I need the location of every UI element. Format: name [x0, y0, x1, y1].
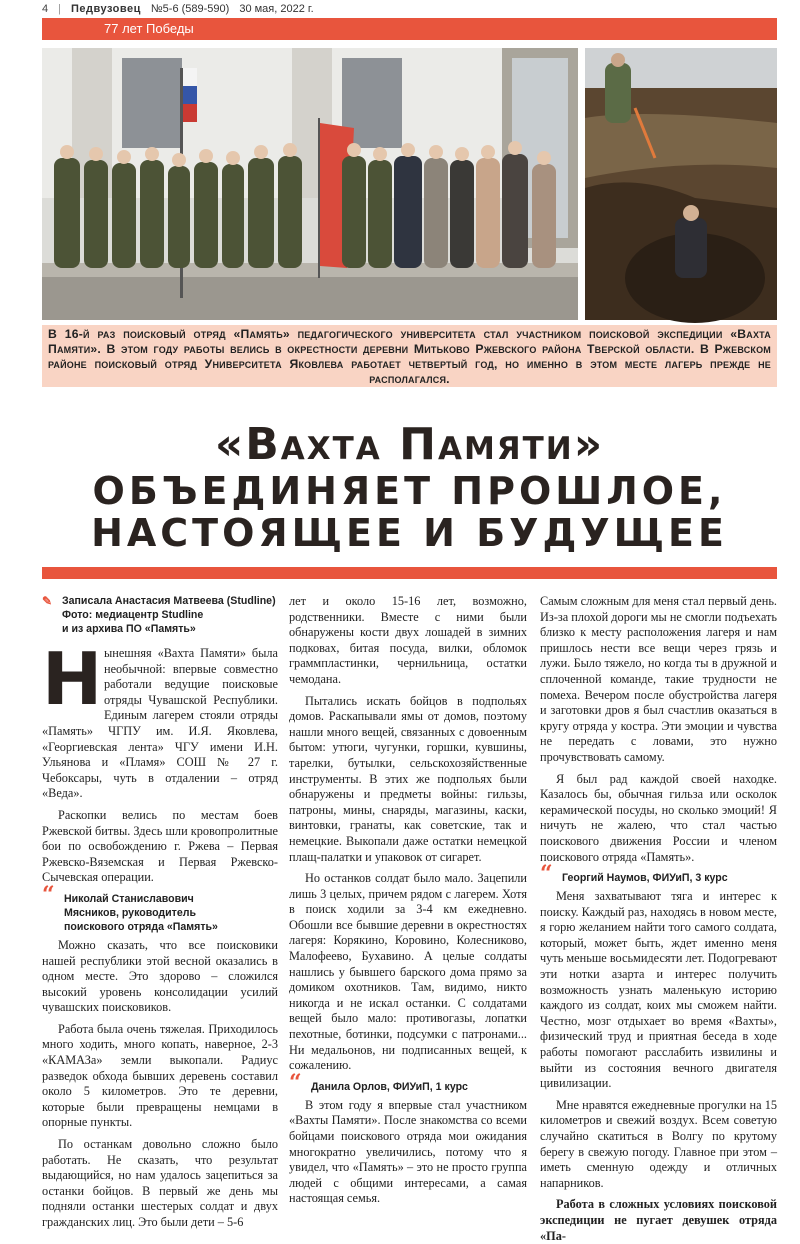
section-bar — [42, 18, 777, 40]
issue-date: 30 мая, 2022 г. — [239, 3, 314, 15]
article-column-3 — [540, 594, 778, 1243]
paragraph: Я был рад каждой своей находке. Казалось бы, обычная гильза или осколок керамической посуды, но сколько эмоций! Я ничуть не жалею, что стал частью поискового движения России и членом поискового отряда «Память». — [540, 771, 777, 864]
quote-icon: “ — [540, 861, 553, 888]
speaker-role-cont: поискового отряда «Память» — [64, 920, 218, 933]
quote-icon: “ — [42, 881, 55, 908]
credits-archive: и из архива ПО «Память» — [62, 623, 196, 635]
headline-line-2: ОБЪЕДИНЯЕТ ПРОШЛОЕ, — [92, 469, 727, 513]
header-separator: | — [58, 3, 61, 15]
paragraph: Можно сказать, что все поисковики нашей республики этой весной оказались в одном месте. Это здорово – сложился высокий уровень консолидации усилий чувашских поисковиков. — [42, 937, 278, 1015]
speaker-heading — [540, 861, 777, 888]
drop-cap: Н — [42, 637, 103, 721]
speaker-name: Данила Орлов, ФИУиП, 1 курс — [311, 1080, 468, 1093]
paragraph: В этом году я впервые стал участником «Вахты Памяти». После знакомства со всеми бойцами поискового отряда мои ожидания многократно увеличились, потому что я увидел, что «Память» – это не просто группа людей с общими интересами, а самая настоящая семья. — [289, 1097, 527, 1206]
paragraph: Раскопки велись по местам боев Ржевской битвы. Здесь шли кровопролитные бои по освобождению г. Ржева – Первая Ржевско-Вяземская и Первая Ржевско-Сычевская операции. — [42, 807, 278, 885]
lead-paragraph — [42, 637, 278, 802]
paragraph: Работа была очень тяжелая. Приходилось много ходить, много копать, наверное, 2-3 «КАМАЗа» земли выкопали. Радиус разведок обхода бывших деревень составил около 5 километров. Это те деревни, которые были превращены немцами в опорные пункты. — [42, 1021, 278, 1130]
speaker-name: Георгий Наумов, ФИУиП, 3 курс — [562, 872, 728, 885]
photo-caption: В 16-й раз поисковый отряд «Память» педагогического университета стал участником поисковой экспедиции «Вахта Памяти». В этом году работы велись в окрестности деревни Митьково Ржевского района Тверской области. В Ржевском районе поисковый отряд Университета Яковлева работает четвертый год, но именно в этом месте лагерь прежде не располагался. — [42, 325, 777, 387]
issue-number: №5-6 (589-590) — [150, 3, 230, 15]
speaker-heading — [289, 1069, 527, 1096]
credits — [42, 594, 278, 636]
publication-name: Педвузовец — [70, 3, 141, 15]
excavation-photo — [585, 48, 777, 320]
page-header — [42, 2, 777, 16]
speaker-heading — [42, 881, 278, 934]
credits-photo: Фото: медиацентр Studline — [62, 609, 204, 621]
group-photo — [42, 48, 578, 320]
credits-author: Записала Анастасия Матвеева (Studline) — [62, 595, 276, 607]
section-label: 77 лет Победы — [104, 21, 194, 36]
paragraph: Меня захватывают тяга и интерес к поиску. Каждый раз, находясь в новом месте, я горю желанием найти того самого солдата, который, может быть, ждет именно меня чуть меньше восьмидесяти лет. Подогревают эти нотки азарта и интерес получить возможность узнать маленькую историю каждого из солдат, коих мы сможем найти. Честно, мозг отдыхает во время «Вахты», физический труд и приятная беседа в ходе работы помогают расслабить извилины и выйти из состояния вечного двигателя цивилизации. — [540, 889, 778, 1091]
paragraph: Самым сложным для меня стал первый день. Из-за плохой дороги мы не смогли подъехать близко к месту расположения лагеря и нам пришлось нести все вещи через грязь и лужи. Было тяжело, но когда ты в дружной и сплоченной команде, такие трудности не помеха. Вечером после обустройства лагеря и заготовки дров я был счастлив оказаться в кругу отряда у костра. Эти эмоции и чувства не передать с ловами, это нужно прочувствовать самому. — [540, 594, 777, 764]
paragraph: Работа в сложных условиях поисковой экспедиции не пугает девушек отряда «Па- — [540, 1197, 777, 1243]
headline-line-3: НАСТОЯЩЕЕ И БУДУЩЕЕ — [91, 511, 728, 555]
paragraph: ынешняя «Вахта Памяти» была необычной: впервые совместно работали ведущие поисковые отряды Чувашской Республики. Единым лагерем стояли отряды «Память» ЧГПУ им. И.Я. Яковлева, «Георгиевская лента» ЧГУ имени И.Н. Ульянова и «Пламя» СОШ № 27 г. Чебоксары, чуть в отдалении – отряд «Веда». — [42, 646, 278, 801]
paragraph: Но останков солдат было мало. Зацепили лишь 3 целых, причем рядом с лагерем. Хотя в поиск ходили за 3-4 км ежедневно. Обошли все бывшие деревни в окрестностях лагеря: Корякино, Коровино, Колесниково, Малофеево, Бухавино. А целые солдаты нашлись у бывшего барского дома прямо за домиком охотников. Там, видимо, никто никогда и не искал останки. С солдатами вещей было мало: противогазы, лопатки пехотные, ботинки, подсумки с патронами... Ни медальонов, ни подписанных вещей, к сожалению. — [289, 871, 527, 1073]
paragraph: Мне нравятся ежедневные прогулки на 15 километров и свежий воздух. Всем советую случайно скатиться в Волгу по крутому берегу в свежую погоду. Главное при этом – иметь сменную одежду и отличных напарников. — [540, 1097, 777, 1190]
pen-icon: ✎ — [42, 594, 53, 608]
speaker-name: Николай Станиславович — [64, 892, 194, 905]
speaker-role: Мясников, руководитель — [64, 906, 196, 919]
paragraph: Пытались искать бойцов в подпольях домов. Раскапывали ямы от домов, поэтому нашли много вещей, связанных с довоенным бытом: утюги, чугунки, горшки, кувшины, тарелки, бутылки, сельскохозяйственные инструменты. В этих же подпольях были обнаружены и предметы войны: гильзы, патроны, мины, снаряды, магазины, каски, винтовки, гранаты, как советские, так и немецкие. Выкопали даже остатки немецкой плащ-палатки и упаковок от сигарет. — [289, 693, 527, 864]
paragraph: лет и около 15-16 лет, возможно, родственники. Вместе с ними были обнаружены кости двух лошадей в зимних подковах, битая посуда, вилки, обломок граммпластинки, чернильница, остатки чемодана. — [289, 594, 527, 686]
headline-divider — [42, 567, 777, 579]
headline — [42, 420, 777, 554]
paragraph: По останкам довольно сложно было работать. Не сказать, что результат выдающийся, но нам удалось зацепиться за останки бойцов. В первый же день мы подняли останки шестерых солдат и двух гражданских лиц. Это были дети – 5-6 — [42, 1137, 278, 1229]
quote-icon: “ — [289, 1069, 302, 1096]
article-column-2 — [289, 594, 527, 1206]
article-column-1 — [42, 594, 278, 1229]
headline-line-1: «Вахта Памяти» — [214, 419, 605, 470]
page-number: 4 — [42, 3, 49, 15]
